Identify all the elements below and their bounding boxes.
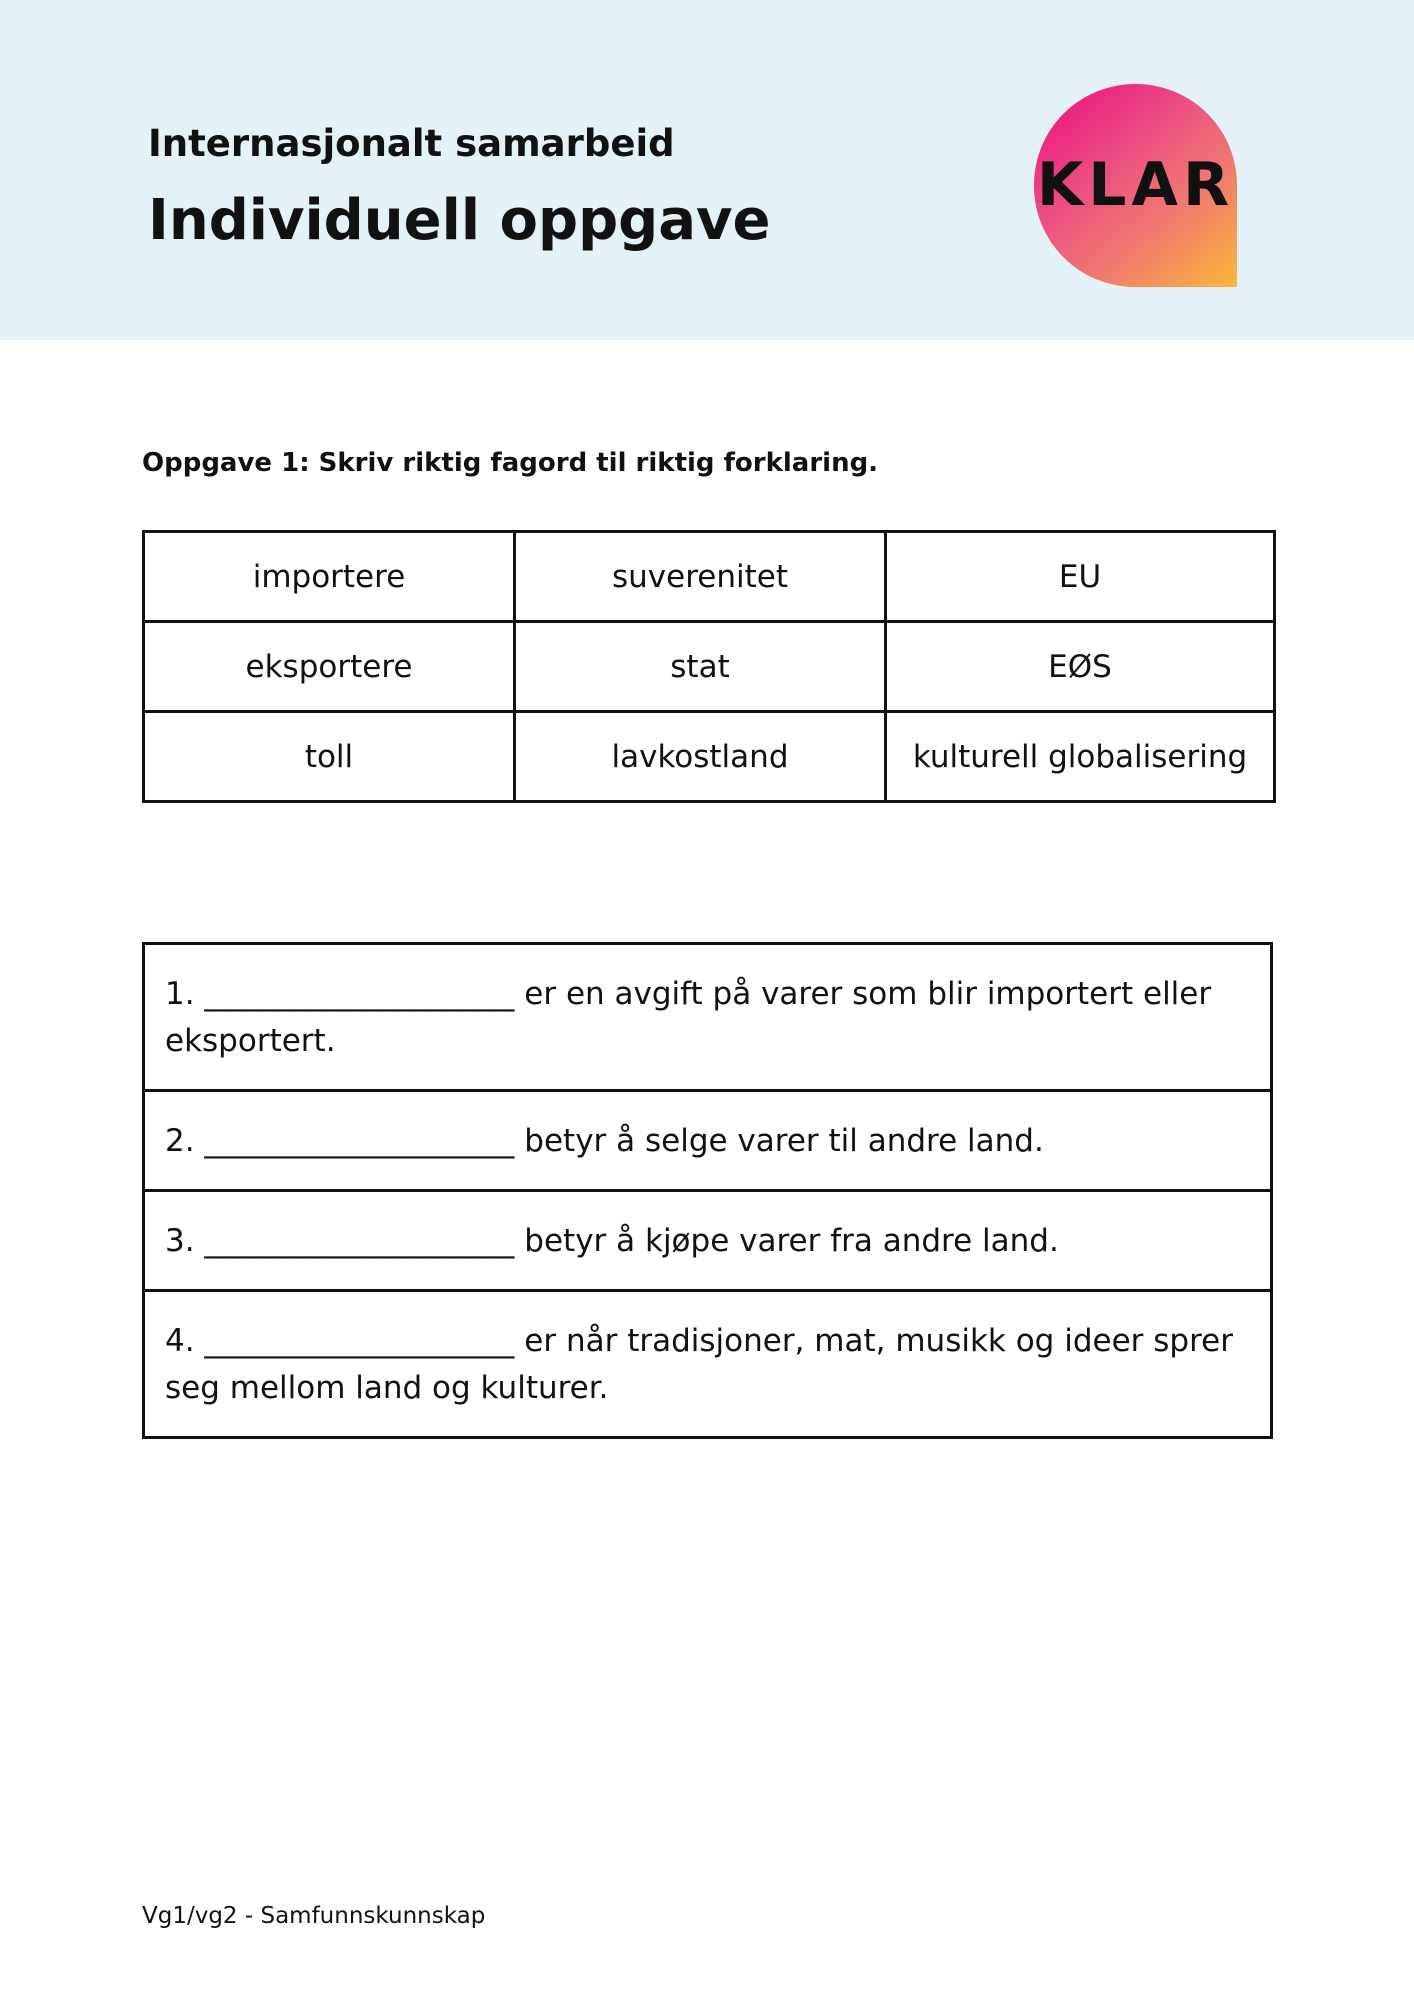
word-bank-cell: suverenitet	[515, 532, 886, 622]
definition-row	[144, 1191, 1272, 1291]
word-bank-cell: importere	[144, 532, 515, 622]
word-bank-cell: lavkostland	[515, 712, 886, 802]
task-heading: Oppgave 1: Skriv riktig fagord til riktig forklaring.	[142, 448, 879, 478]
definition-2: 2. ____________________ betyr å selge varer til andre land.	[144, 1091, 1272, 1191]
word-bank-cell: EØS	[886, 622, 1275, 712]
page-footer: Vg1/vg2 - Samfunnskunnskap	[142, 1903, 486, 1929]
word-bank-row	[144, 712, 1275, 802]
definition-1: 1. ____________________ er en avgift på varer som blir importert eller eksportert.	[144, 944, 1272, 1091]
word-bank-row	[144, 532, 1275, 622]
word-bank-cell: eksportere	[144, 622, 515, 712]
definition-row	[144, 1091, 1272, 1191]
page-subtitle: Internasjonalt samarbeid	[148, 122, 675, 165]
page-header	[0, 0, 1414, 340]
word-bank-cell: kulturell globalisering	[886, 712, 1275, 802]
word-bank-cell: stat	[515, 622, 886, 712]
definition-4: 4. ____________________ er når tradisjoner, mat, musikk og ideer sprer seg mellom land og kulturer.	[144, 1291, 1272, 1438]
definition-3: 3. ____________________ betyr å kjøpe varer fra andre land.	[144, 1191, 1272, 1291]
word-bank-cell: toll	[144, 712, 515, 802]
word-bank-row	[144, 622, 1275, 712]
word-bank-table	[142, 530, 1276, 803]
word-bank-cell: EU	[886, 532, 1275, 622]
klar-logo	[1034, 84, 1237, 287]
definitions-table	[142, 942, 1273, 1439]
definition-row	[144, 944, 1272, 1091]
definition-row	[144, 1291, 1272, 1438]
page-title: Individuell oppgave	[148, 188, 771, 253]
logo-text: KLAR	[1036, 150, 1235, 220]
